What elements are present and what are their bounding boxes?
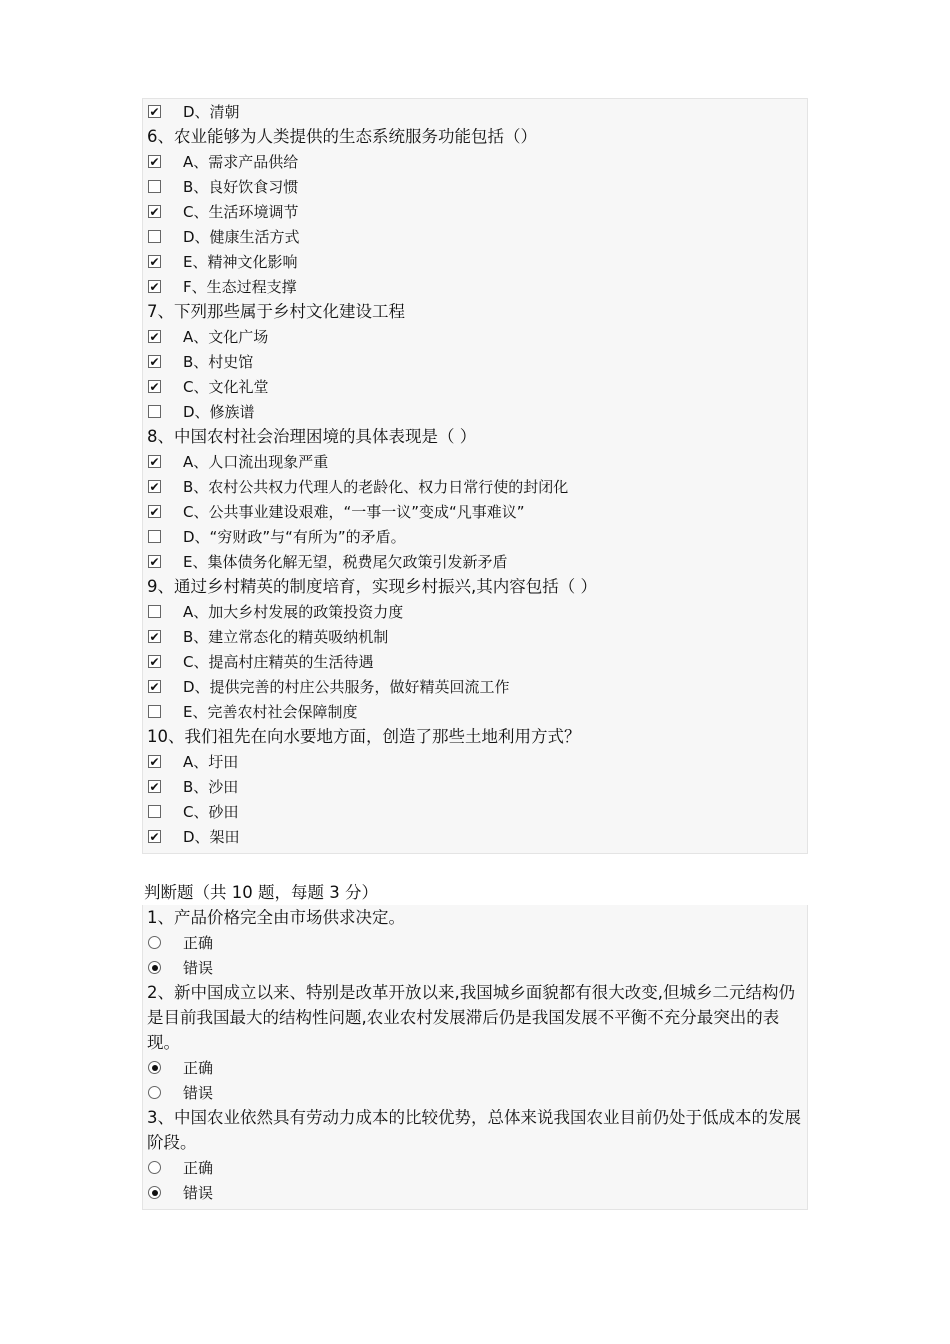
option-label: F、生态过程支撑: [183, 278, 297, 296]
option-row[interactable]: [145, 599, 807, 624]
option-row[interactable]: [145, 799, 807, 824]
option-label: C、提高村庄精英的生活待遇: [183, 653, 374, 671]
option-row[interactable]: [145, 1080, 807, 1105]
option-row[interactable]: [145, 649, 807, 674]
judge-block: [142, 905, 808, 1210]
option-label: 错误: [183, 959, 214, 977]
question-text: 6、农业能够为人类提供的生态系统服务功能包括（）: [147, 127, 537, 146]
option-row[interactable]: [145, 399, 807, 424]
option-label: D、“穷财政”与“有所为”的矛盾。: [183, 528, 406, 546]
option-label: C、文化礼堂: [183, 378, 269, 396]
option-label: A、加大乡村发展的政策投资力度: [183, 603, 404, 621]
checkbox-checked-icon[interactable]: ✔: [149, 254, 160, 269]
checkbox-icon[interactable]: [148, 405, 161, 418]
checkbox-checked-icon[interactable]: ✔: [149, 479, 160, 494]
option-label: A、人口流出现象严重: [183, 453, 329, 471]
checkbox-checked-icon[interactable]: ✔: [149, 679, 160, 694]
checkbox-checked-icon[interactable]: ✔: [149, 104, 160, 119]
checkbox-icon[interactable]: [148, 805, 161, 818]
judge-section-title: 判断题（共 10 题，每题 3 分）: [142, 854, 808, 905]
option-row[interactable]: [145, 699, 807, 724]
option-label: 正确: [183, 1059, 214, 1077]
option-label: 错误: [183, 1184, 214, 1202]
checkbox-icon[interactable]: [148, 605, 161, 618]
exam-sheet: [142, 98, 808, 1210]
option-row[interactable]: [145, 524, 807, 549]
option-label: 正确: [183, 934, 214, 952]
checkbox-checked-icon[interactable]: ✔: [149, 629, 160, 644]
option-label: D、修族谱: [183, 403, 255, 421]
checkbox-checked-icon[interactable]: ✔: [149, 354, 160, 369]
question-text: 7、下列那些属于乡村文化建设工程: [147, 302, 405, 321]
checkbox-checked-icon[interactable]: ✔: [149, 754, 160, 769]
option-row[interactable]: [145, 149, 807, 174]
option-row[interactable]: [145, 824, 807, 849]
question-text: 3、中国农业依然具有劳动力成本的比较优势，总体来说我国农业目前仍处于低成本的发展阶段。: [147, 1108, 801, 1152]
option-row[interactable]: [145, 774, 807, 799]
option-label: D、清朝: [183, 103, 240, 121]
option-row[interactable]: [145, 224, 807, 249]
option-row[interactable]: [145, 474, 807, 499]
option-label: B、村史馆: [183, 353, 254, 371]
option-row[interactable]: [145, 99, 807, 124]
option-label: 错误: [183, 1084, 214, 1102]
option-label: A、圩田: [183, 753, 239, 771]
option-row[interactable]: [145, 449, 807, 474]
option-row[interactable]: [145, 249, 807, 274]
option-row[interactable]: [145, 749, 807, 774]
option-label: C、砂田: [183, 803, 239, 821]
checkbox-checked-icon[interactable]: ✔: [149, 154, 160, 169]
radio-selected-icon[interactable]: [148, 1061, 161, 1074]
question-text: 2、新中国成立以来、特别是改革开放以来,我国城乡面貌都有很大改变,但城乡二元结构仍是目前我国最大的结构性问题,农业农村发展滞后仍是我国发展不平衡不充分最突出的表现。: [147, 983, 795, 1052]
option-label: E、集体债务化解无望，税费尾欠政策引发新矛盾: [183, 553, 508, 571]
option-row[interactable]: [145, 1155, 807, 1180]
option-row[interactable]: [145, 955, 807, 980]
option-row[interactable]: [145, 349, 807, 374]
question-text: 1、产品价格完全由市场供求决定。: [147, 908, 405, 927]
checkbox-checked-icon[interactable]: ✔: [149, 279, 160, 294]
checkbox-checked-icon[interactable]: ✔: [149, 829, 160, 844]
option-label: C、公共事业建设艰难，“一事一议”变成“凡事难议”: [183, 503, 525, 521]
radio-selected-icon[interactable]: [148, 1186, 161, 1199]
option-row[interactable]: [145, 174, 807, 199]
option-label: E、完善农村社会保障制度: [183, 703, 358, 721]
question-text: 8、中国农村社会治理困境的具体表现是（ ）: [147, 427, 477, 446]
option-label: B、沙田: [183, 778, 239, 796]
radio-selected-icon[interactable]: [148, 961, 161, 974]
option-label: E、精神文化影响: [183, 253, 298, 271]
option-label: D、提供完善的村庄公共服务，做好精英回流工作: [183, 678, 510, 696]
checkbox-checked-icon[interactable]: ✔: [149, 654, 160, 669]
option-label: B、农村公共权力代理人的老龄化、权力日常行使的封闭化: [183, 478, 569, 496]
radio-icon[interactable]: [148, 936, 161, 949]
question-text: 9、通过乡村精英的制度培育，实现乡村振兴,其内容包括（ ）: [147, 577, 597, 596]
option-row[interactable]: [145, 930, 807, 955]
option-row[interactable]: [145, 324, 807, 349]
checkbox-checked-icon[interactable]: ✔: [149, 779, 160, 794]
option-label: D、健康生活方式: [183, 228, 300, 246]
option-row[interactable]: [145, 499, 807, 524]
option-label: D、架田: [183, 828, 240, 846]
radio-icon[interactable]: [148, 1086, 161, 1099]
checkbox-checked-icon[interactable]: ✔: [149, 554, 160, 569]
checkbox-icon[interactable]: [148, 230, 161, 243]
option-row[interactable]: [145, 274, 807, 299]
checkbox-checked-icon[interactable]: ✔: [149, 379, 160, 394]
option-label: 正确: [183, 1159, 214, 1177]
option-label: B、建立常态化的精英吸纳机制: [183, 628, 389, 646]
option-row[interactable]: [145, 549, 807, 574]
checkbox-icon[interactable]: [148, 705, 161, 718]
checkbox-checked-icon[interactable]: ✔: [149, 504, 160, 519]
checkbox-checked-icon[interactable]: ✔: [149, 329, 160, 344]
option-row[interactable]: [145, 674, 807, 699]
multi-choice-block: [142, 98, 808, 854]
radio-icon[interactable]: [148, 1161, 161, 1174]
option-row[interactable]: [145, 374, 807, 399]
option-label: C、生活环境调节: [183, 203, 299, 221]
question-text: 10、我们祖先在向水要地方面，创造了那些土地利用方式？: [147, 727, 581, 746]
option-row[interactable]: [145, 1180, 807, 1205]
checkbox-checked-icon[interactable]: ✔: [149, 204, 160, 219]
checkbox-icon[interactable]: [148, 180, 161, 193]
option-row[interactable]: [145, 1055, 807, 1080]
option-label: B、良好饮食习惯: [183, 178, 299, 196]
option-row[interactable]: [145, 624, 807, 649]
option-row[interactable]: [145, 199, 807, 224]
option-label: A、需求产品供给: [183, 153, 299, 171]
checkbox-checked-icon[interactable]: ✔: [149, 454, 160, 469]
option-label: A、文化广场: [183, 328, 269, 346]
checkbox-icon[interactable]: [148, 530, 161, 543]
